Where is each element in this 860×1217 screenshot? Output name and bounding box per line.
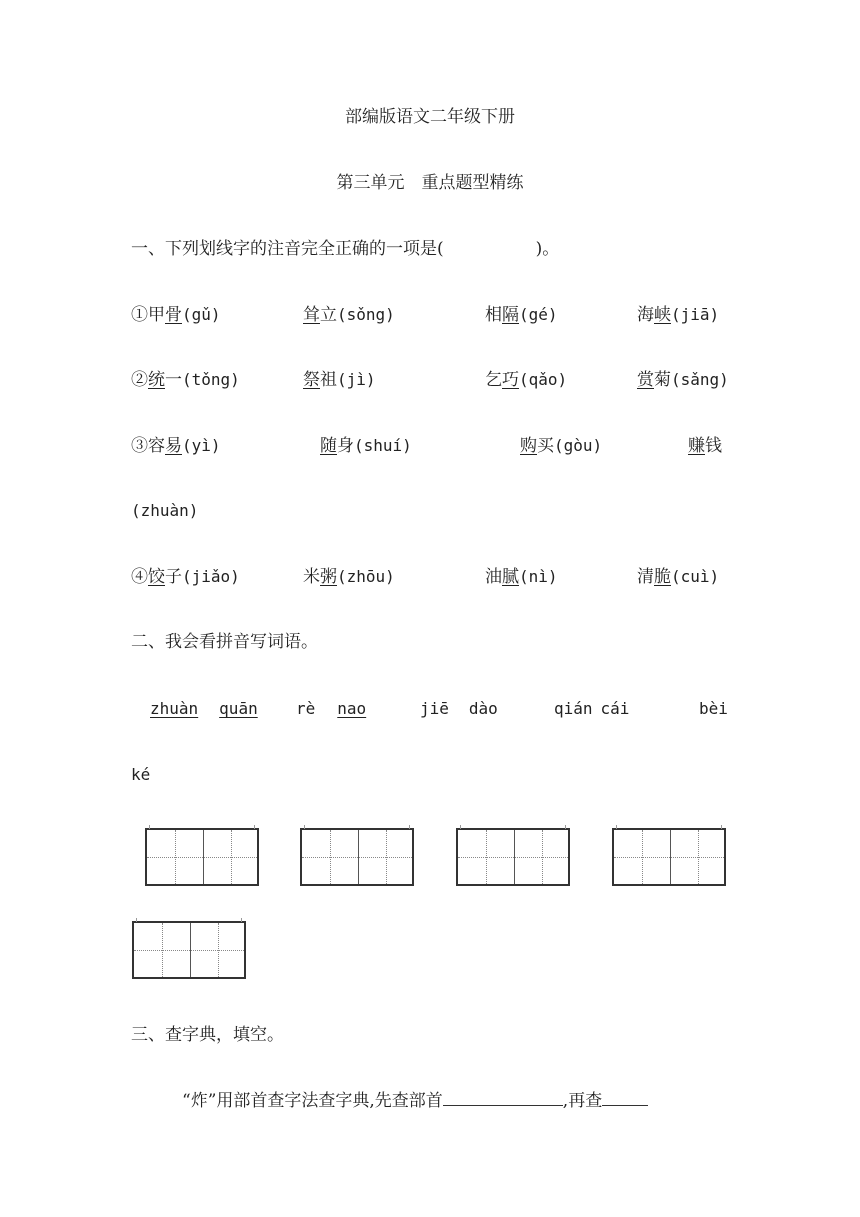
q1-option-item: 祭祖(jì) (303, 370, 376, 390)
q3-sentence: “炸”用部首查字法查字典,先查部首 ,再查 (182, 1090, 648, 1112)
q1-prompt: 一、下列划线字的注音完全正确的一项是( )。 (131, 239, 560, 259)
q1-option-item: ③容易(yì) (131, 436, 221, 456)
q3-prompt: 三、查字典，填空。 (131, 1025, 284, 1045)
q1-option-item: 清脆(cuì) (637, 567, 720, 587)
q1-option-item: 赏菊(sǎng) (637, 370, 729, 390)
q1-wrapped-pinyin: (zhuàn) (131, 501, 199, 520)
q1-option-item: 米粥(zhōu) (303, 567, 395, 587)
writing-grid[interactable] (456, 828, 570, 886)
page-title: 部编版语文二年级下册 (345, 107, 515, 127)
pinyin-word: ké (131, 765, 151, 784)
q3-answer-blank[interactable] (602, 1090, 648, 1106)
writing-grid[interactable] (300, 828, 414, 886)
q3-answer-blank[interactable] (443, 1090, 563, 1106)
q1-option-item: 随身(shuí) (320, 436, 412, 456)
q1-option-item: 乞巧(qǎo) (485, 370, 568, 390)
pinyin-word: qián cái (554, 699, 630, 718)
q1-option-item: ④饺子(jiǎo) (131, 567, 240, 587)
q1-option-item: 耸立(sǒng) (303, 305, 395, 325)
page-subtitle: 第三单元 重点题型精练 (336, 173, 524, 193)
q1-option-item: 购买(gòu) (520, 436, 603, 456)
pinyin-word: jiē dào (420, 699, 498, 718)
q1-option-item: 相隔(gé) (485, 305, 558, 325)
q1-option-item: ②统一(tǒng) (131, 370, 240, 390)
pinyin-word: bèi (699, 699, 728, 718)
pinyin-word: rè nao (296, 699, 367, 718)
writing-grid[interactable] (132, 921, 246, 979)
writing-grid[interactable] (612, 828, 726, 886)
writing-grid[interactable] (145, 828, 259, 886)
pinyin-word: zhuàn quān (150, 699, 258, 718)
q2-prompt: 二、我会看拼音写词语。 (131, 632, 318, 652)
q1-option-item: 赚钱 (688, 436, 722, 456)
q1-option-item: 油腻(nì) (485, 567, 558, 587)
q1-option-item: 海峡(jiā) (637, 305, 720, 325)
q1-option-item: ①甲骨(gǔ) (131, 305, 221, 325)
